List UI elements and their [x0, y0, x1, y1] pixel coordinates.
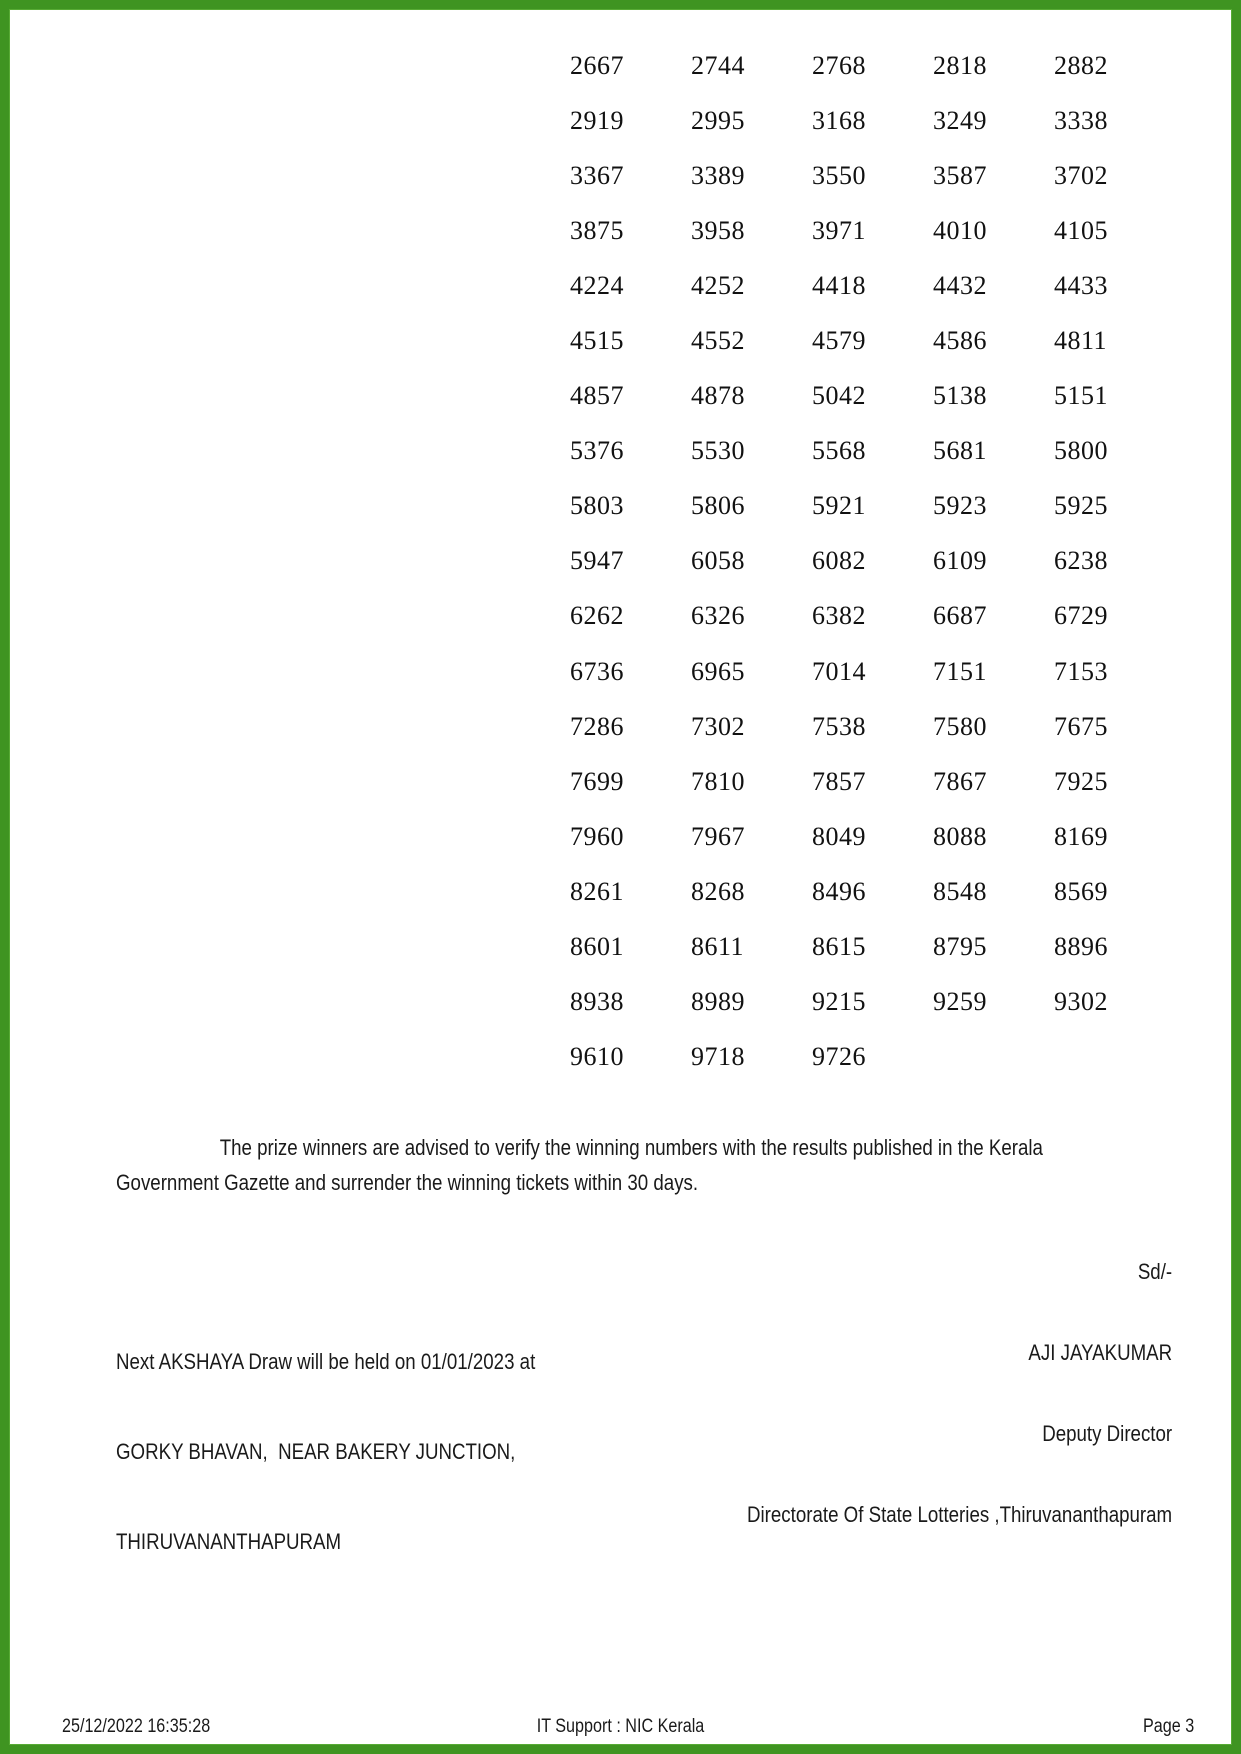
winning-number-cell: 4586 — [933, 326, 987, 356]
winning-number-cell: 8795 — [933, 932, 987, 962]
winning-number-cell: 7286 — [570, 711, 624, 741]
winning-number-cell: 5803 — [570, 491, 624, 521]
signature-title: Deputy Director — [1042, 1421, 1172, 1446]
winning-number-cell: 8049 — [812, 821, 866, 851]
winning-number-cell: 4252 — [691, 270, 745, 300]
winning-number-row — [570, 975, 1175, 1030]
winning-number-cell: 8169 — [1054, 821, 1108, 851]
winning-number-cell: 3587 — [933, 160, 987, 190]
winning-number-cell: 7967 — [691, 821, 745, 851]
winning-number-cell: 4811 — [1054, 326, 1108, 356]
winning-number-cell: 2818 — [933, 50, 987, 80]
winning-number-row — [570, 809, 1175, 864]
winning-number-cell: 3702 — [1054, 160, 1108, 190]
notice-paragraph — [116, 1130, 1055, 1200]
winning-number-cell: 5925 — [1054, 491, 1108, 521]
winning-number-cell: 4224 — [570, 270, 624, 300]
winning-number-cell: 2744 — [691, 50, 745, 80]
winning-number-cell: 8601 — [570, 932, 624, 962]
signature-name: AJI JAYAKUMAR — [1028, 1340, 1172, 1365]
winning-number-cell: 5138 — [933, 381, 987, 411]
footer-datetime: 25/12/2022 16:35:28 — [62, 1716, 211, 1737]
winning-number-cell: 8615 — [812, 932, 866, 962]
signature-block — [747, 1204, 1172, 1555]
winning-number-cell: 3958 — [691, 215, 745, 245]
winning-number-cell: 3367 — [570, 160, 624, 190]
next-draw-block — [116, 1287, 535, 1587]
winning-number-cell: 4433 — [1054, 270, 1108, 300]
winning-number-cell: 8938 — [570, 987, 624, 1017]
winning-number-row — [570, 534, 1175, 589]
winning-number-cell: 2667 — [570, 50, 624, 80]
winning-number-row — [570, 864, 1175, 919]
winning-number-cell: 5800 — [1054, 436, 1108, 466]
signature-organization: Directorate Of State Lotteries ,Thiruvananthapuram — [746, 1502, 1172, 1527]
winning-number-cell: 6058 — [691, 546, 745, 576]
footer-support-text: IT Support : NIC Kerala — [536, 1716, 705, 1737]
winning-number-cell: 2768 — [812, 50, 866, 80]
winning-number-cell: 4515 — [570, 326, 624, 356]
winning-number-cell: 2995 — [691, 105, 745, 135]
winning-number-cell: 3338 — [1054, 105, 1108, 135]
winning-number-row — [570, 313, 1175, 368]
winning-number-row — [570, 644, 1175, 699]
winning-number-cell: 3389 — [691, 160, 745, 190]
winning-number-cell: 4552 — [691, 326, 745, 356]
winning-number-row — [570, 479, 1175, 534]
winning-number-cell: 7151 — [933, 656, 987, 686]
winning-number-row — [570, 203, 1175, 258]
winning-number-cell: 6262 — [570, 601, 624, 631]
winning-number-cell: 2882 — [1054, 50, 1108, 80]
winning-number-cell: 7538 — [812, 711, 866, 741]
winning-number-cell: 7867 — [933, 766, 987, 796]
winning-number-row — [570, 920, 1175, 975]
winning-numbers-grid — [570, 38, 1175, 1085]
winning-number-cell: 7153 — [1054, 656, 1108, 686]
winning-number-row — [570, 369, 1175, 424]
winning-number-row — [570, 699, 1175, 754]
winning-number-cell: 5947 — [570, 546, 624, 576]
winning-number-cell: 8088 — [933, 821, 987, 851]
winning-number-cell: 7810 — [691, 766, 745, 796]
winning-number-cell: 5376 — [570, 436, 624, 466]
winning-number-cell: 3971 — [812, 215, 866, 245]
winning-number-cell: 2919 — [570, 105, 624, 135]
winning-number-row — [570, 1030, 1175, 1085]
winning-number-cell: 6382 — [812, 601, 866, 631]
winning-number-cell: 3168 — [812, 105, 866, 135]
winning-number-cell: 8548 — [933, 876, 987, 906]
winning-number-cell: 5921 — [812, 491, 866, 521]
winning-number-cell: 4105 — [1054, 215, 1108, 245]
winning-number-row — [570, 93, 1175, 148]
winning-number-cell: 8896 — [1054, 932, 1108, 962]
winning-number-row — [570, 38, 1175, 93]
next-draw-line-3: THIRUVANANTHAPURAM — [116, 1529, 342, 1554]
winning-number-cell: 9718 — [691, 1042, 745, 1072]
notice-line-1: The prize winners are advised to verify the winning numbers with the results published in the Kerala — [219, 1135, 1043, 1160]
winning-number-row — [570, 754, 1175, 809]
winning-number-row — [570, 258, 1175, 313]
winning-number-cell: 4432 — [933, 270, 987, 300]
winning-number-cell: 9215 — [812, 987, 866, 1017]
winning-number-cell: 3550 — [812, 160, 866, 190]
winning-number-cell: 7857 — [812, 766, 866, 796]
winning-number-row — [570, 424, 1175, 479]
winning-number-cell: 6326 — [691, 601, 745, 631]
winning-number-cell: 4418 — [812, 270, 866, 300]
winning-number-cell: 5042 — [812, 381, 866, 411]
winning-number-cell: 9259 — [933, 987, 987, 1017]
winning-number-cell: 9302 — [1054, 987, 1108, 1017]
winning-number-cell: 8569 — [1054, 876, 1108, 906]
winning-number-cell: 6965 — [691, 656, 745, 686]
footer-page-number: Page 3 — [1142, 1716, 1194, 1737]
winning-number-cell: 6109 — [933, 546, 987, 576]
winning-number-cell: 6687 — [933, 601, 987, 631]
winning-number-cell: 7960 — [570, 821, 624, 851]
winning-number-cell: 5568 — [812, 436, 866, 466]
winning-number-cell: 5681 — [933, 436, 987, 466]
winning-number-cell: 4857 — [570, 381, 624, 411]
winning-number-cell: 6736 — [570, 656, 624, 686]
winning-number-cell: 7675 — [1054, 711, 1108, 741]
winning-number-cell: 4579 — [812, 326, 866, 356]
winning-number-row — [570, 148, 1175, 203]
next-draw-line-1: Next AKSHAYA Draw will be held on 01/01/2023 at — [116, 1349, 536, 1374]
winning-number-cell: 3249 — [933, 105, 987, 135]
winning-number-cell: 8261 — [570, 876, 624, 906]
winning-number-cell: 7925 — [1054, 766, 1108, 796]
notice-line-2: Government Gazette and surrender the winning tickets within 30 days. — [116, 1170, 699, 1195]
winning-number-cell: 7302 — [691, 711, 745, 741]
winning-number-cell: 8989 — [691, 987, 745, 1017]
winning-number-cell: 5151 — [1054, 381, 1108, 411]
winning-number-cell: 4010 — [933, 215, 987, 245]
winning-number-cell: 5530 — [691, 436, 745, 466]
winning-number-cell: 7699 — [570, 766, 624, 796]
winning-number-row — [570, 589, 1175, 644]
winning-number-cell: 5923 — [933, 491, 987, 521]
winning-number-cell: 6082 — [812, 546, 866, 576]
winning-number-cell: 9726 — [812, 1042, 866, 1072]
winning-number-cell: 9610 — [570, 1042, 624, 1072]
winning-number-cell: 7580 — [933, 711, 987, 741]
winning-number-cell: 5806 — [691, 491, 745, 521]
winning-number-cell: 8611 — [691, 932, 745, 962]
winning-number-cell: 8268 — [691, 876, 745, 906]
winning-number-cell: 8496 — [812, 876, 866, 906]
signature-sd: Sd/- — [1137, 1259, 1172, 1284]
next-draw-line-2: GORKY BHAVAN, NEAR BAKERY JUNCTION, — [116, 1439, 516, 1464]
winning-number-cell: 6238 — [1054, 546, 1108, 576]
winning-number-cell: 6729 — [1054, 601, 1108, 631]
winning-number-cell: 7014 — [812, 656, 866, 686]
winning-number-cell: 3875 — [570, 215, 624, 245]
winning-number-cell: 4878 — [691, 381, 745, 411]
